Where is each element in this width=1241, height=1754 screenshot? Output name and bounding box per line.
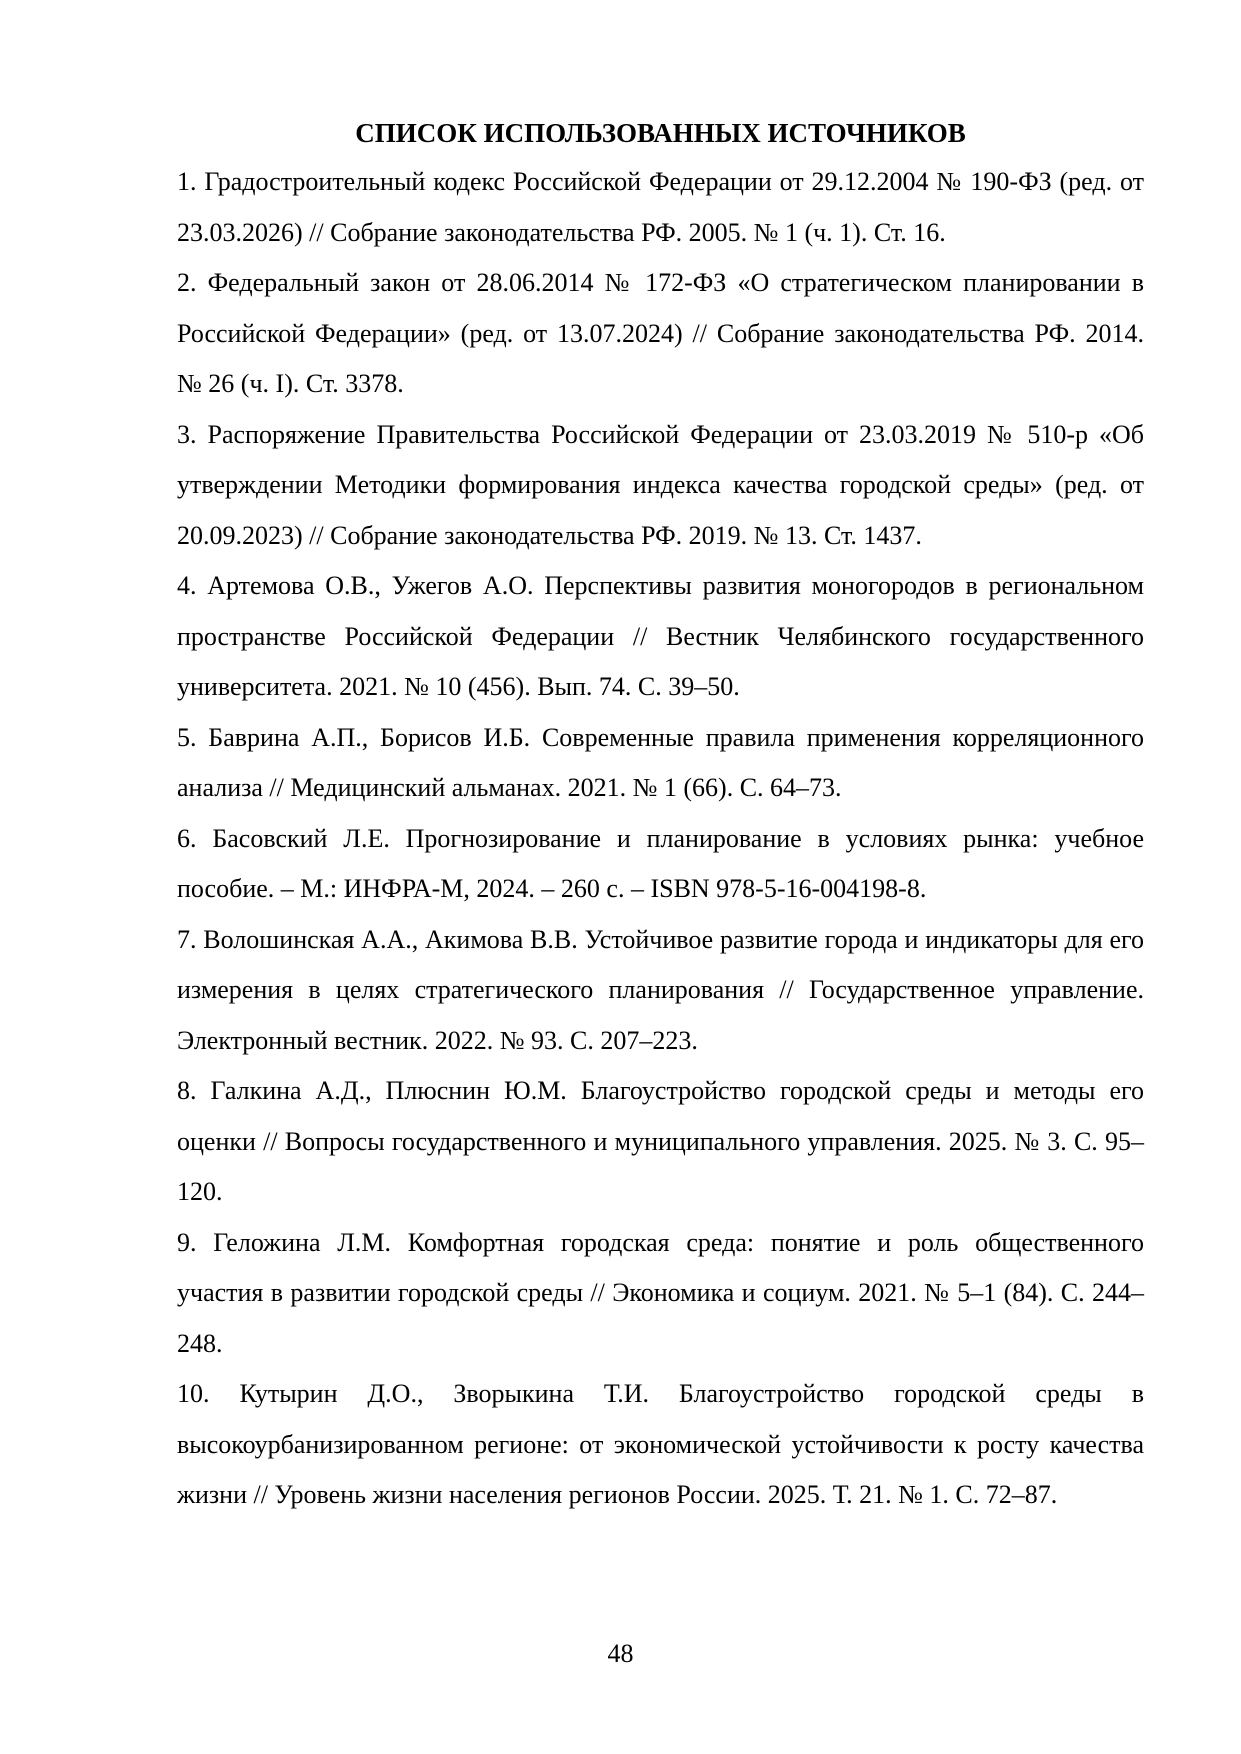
reference-item: 10. Кутырин Д.О., Зворыкина Т.И. Благоустройство городской среды в высокоурбанизированном регионе: от экономической устойчивости к росту качества жизни // Уровень жизни населения регионов России. 2025. Т. 21. № 1. С. 72–87. (177, 1379, 1144, 1509)
reference-item: 1. Градостроительный кодекс Российской Федерации от 29.12.2004 № 190-ФЗ (ред. от 23.03.2026) // Собрание законодательства РФ. 2005. № 1 (ч. 1). Ст. 16. (177, 167, 1144, 247)
page-title: СПИСОК ИСПОЛЬЗОВАННЫХ ИСТОЧНИКОВ (355, 118, 966, 148)
reference-item: 6. Басовский Л.Е. Прогнозирование и планирование в условиях рынка: учебное пособие. – М.: ИНФРА-М, 2024. – 260 с. – ISBN 978-5-16-004198-8. (177, 823, 1144, 903)
reference-item: 8. Галкина А.Д., Плюснин Ю.М. Благоустройство городской среды и методы его оценки // Вопросы государственного и муниципального управления. 2025. № 3. С. 95–120. (177, 1076, 1144, 1206)
reference-item: 3. Распоряжение Правительства Российской Федерации от 23.03.2019 № 510-р «Об утверждении Методики формирования индекса качества городской среды» (ред. от 20.09.2023) // Собрание законодательства РФ. 2019. № 13. Ст. 1437. (177, 419, 1144, 550)
reference-item: 5. Баврина А.П., Борисов И.Б. Современные правила применения корреляционного анализа // Медицинский альманах. 2021. № 1 (66). С. 64–73. (177, 722, 1144, 802)
reference-item: 4. Артемова О.В., Ужегов А.О. Перспективы развития моногородов в региональном пространстве Российской Федерации // Вестник Челябинского государственного университета. 2021. № 10 (456). Вып. 74. С. 39–50. (177, 571, 1144, 701)
page-number: 48 (607, 1639, 634, 1668)
reference-list (177, 157, 1144, 1521)
reference-item: 9. Геложина Л.М. Комфортная городская среда: понятие и роль общественного участия в развитии городской среды // Экономика и социум. 2021. № 5–1 (84). С. 244–248. (177, 1227, 1144, 1358)
reference-item: 2. Федеральный закон от 28.06.2014 № 172-ФЗ «О стратегическом планировании в Российской Федерации» (ред. от 13.07.2024) // Собрание законодательства РФ. 2014. № 26 (ч. I). Ст. 3378. (177, 268, 1144, 398)
reference-item: 7. Волошинская А.А., Акимова В.В. Устойчивое развитие города и индикаторы для его измерения в целях стратегического планирования // Государственное управление. Электронный вестник. 2022. № 93. С. 207–223. (177, 924, 1144, 1055)
